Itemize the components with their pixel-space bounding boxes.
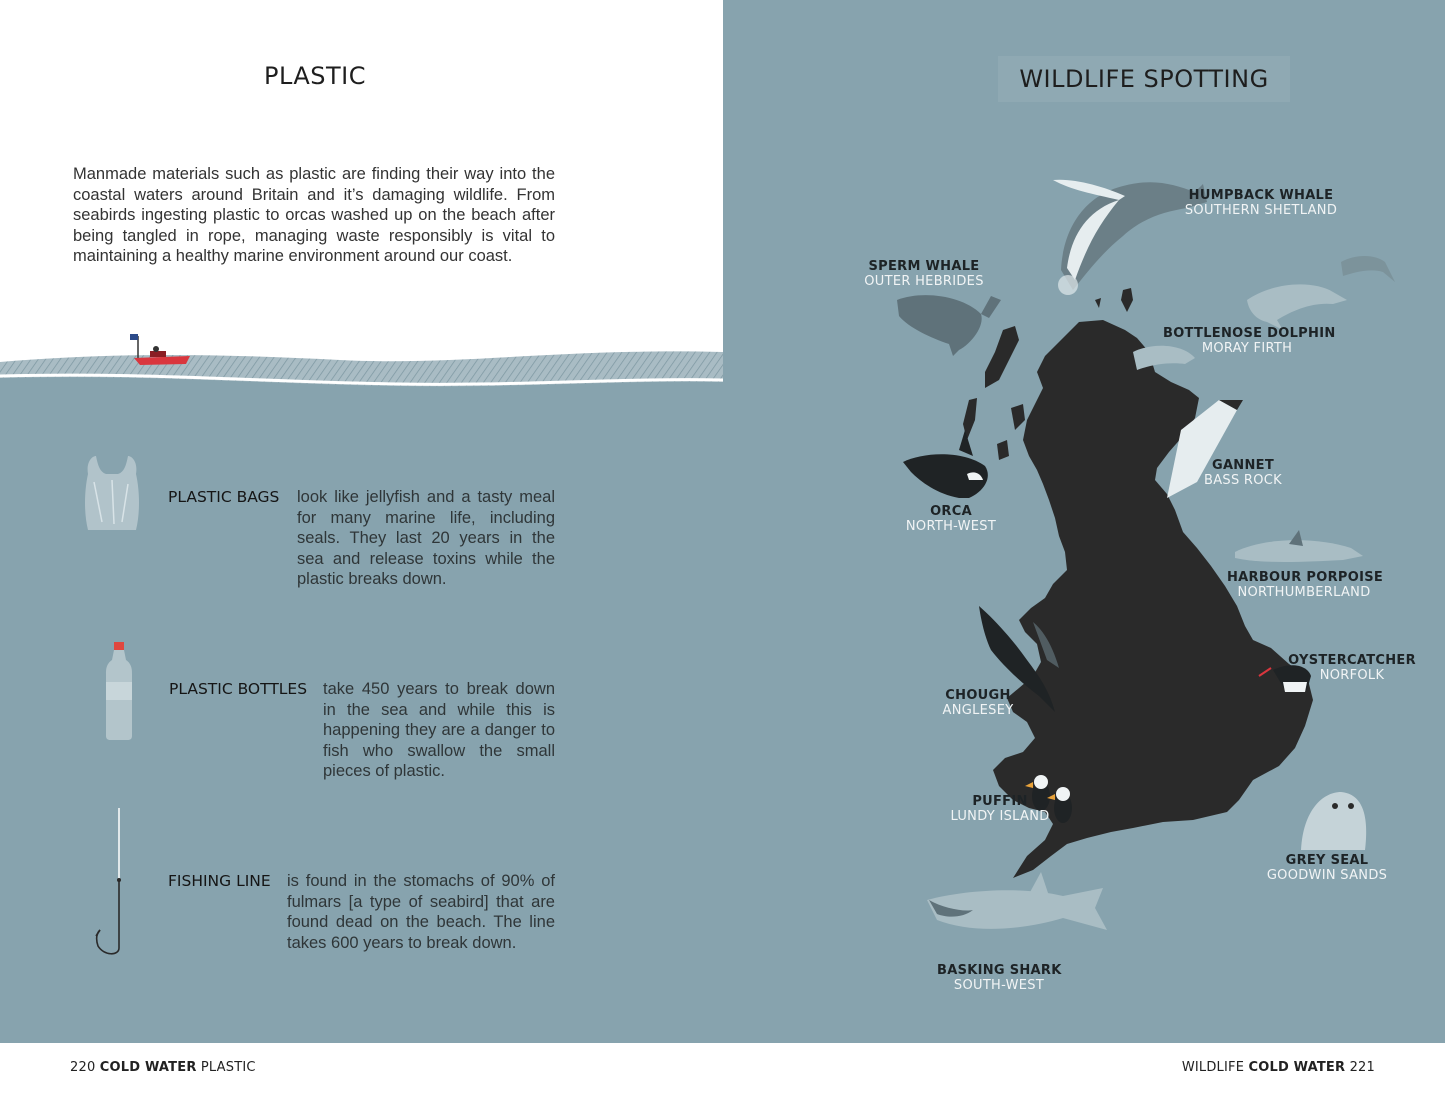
footer-section-left: COLD WATER — [99, 1060, 197, 1075]
item-text-plastic-bags: look like jellyfish and a tasty meal for many marine life, including seals. They last 20 years in the sea and release toxins while the plastic breaks down. — [297, 488, 555, 588]
label-puffin: PUFFIN LUNDY ISLAND — [950, 794, 1050, 824]
label-grey-seal: GREY SEAL GOODWIN SANDS — [1266, 853, 1388, 883]
label-orca: ORCA NORTH-WEST — [905, 504, 997, 534]
page-number-left: 220 — [70, 1060, 96, 1075]
page-title-plastic: PLASTIC — [263, 62, 367, 90]
item-text-plastic-bottles: take 450 years to break down in the sea and while this is happening they are a danger to fish who swallow the small pieces of plastic. — [323, 680, 555, 780]
item-label-plastic-bags: PLASTIC BAGS — [168, 488, 280, 506]
footer-section-right: COLD WATER — [1248, 1060, 1346, 1075]
label-harbour-porpoise: HARBOUR PORPOISE NORTHUMBERLAND — [1227, 570, 1384, 600]
uk-map-illustration — [723, 0, 1445, 1043]
orca-icon — [903, 430, 988, 498]
label-gannet: GANNET BASS ROCK — [1203, 458, 1282, 488]
footer-right — [1182, 1060, 1375, 1075]
item-label-plastic-bottles: PLASTIC BOTTLES — [169, 680, 308, 698]
label-chough: CHOUGH ANGLESEY — [942, 688, 1014, 718]
label-oystercatcher: OYSTERCATCHER NORFOLK — [1288, 653, 1416, 683]
page-number-right: 221 — [1349, 1060, 1375, 1075]
fishing-hook-icon — [90, 808, 130, 958]
label-bottlenose-dolphin: BOTTLENOSE DOLPHIN MORAY FIRTH — [1163, 326, 1336, 356]
page-title-wildlife-spotting: WILDLIFE SPOTTING — [998, 56, 1290, 102]
label-humpback-whale: HUMPBACK WHALE SOUTHERN SHETLAND — [1184, 188, 1338, 218]
footer-topic-right: WILDLIFE — [1181, 1060, 1245, 1075]
basking-shark-icon — [927, 872, 1107, 930]
plastic-bottle-icon — [104, 642, 134, 742]
item-text-fishing-line: is found in the stomachs of 90% of fulmars [a type of seabird] that are found dead on the beach. The line takes 600 years to break down. — [287, 872, 555, 952]
boat-icon — [126, 332, 196, 372]
right-page — [723, 0, 1445, 1043]
plastic-bag-icon — [82, 452, 142, 534]
intro-paragraph: Manmade materials such as plastic are finding their way into the coastal waters around Britain and it’s damaging wildlife. From seabirds ingesting plastic to orcas washed up on the beach after being tangled in rope, managing waste responsibly is vital to maintaining a healthy marine environment around our coast. — [73, 165, 555, 265]
item-label-fishing-line: FISHING LINE — [168, 872, 271, 890]
grey-seal-icon — [1301, 792, 1366, 850]
label-sperm-whale: SPERM WHALE OUTER HEBRIDES — [864, 259, 984, 289]
left-page — [0, 0, 723, 1043]
sperm-whale-icon — [897, 295, 1001, 356]
footer-left — [70, 1060, 256, 1075]
label-basking-shark: BASKING SHARK SOUTH-WEST — [937, 963, 1062, 993]
footer-topic-left: PLASTIC — [200, 1060, 256, 1075]
sea-wave-illustration — [0, 340, 723, 400]
harbour-porpoise-icon — [1235, 530, 1363, 562]
